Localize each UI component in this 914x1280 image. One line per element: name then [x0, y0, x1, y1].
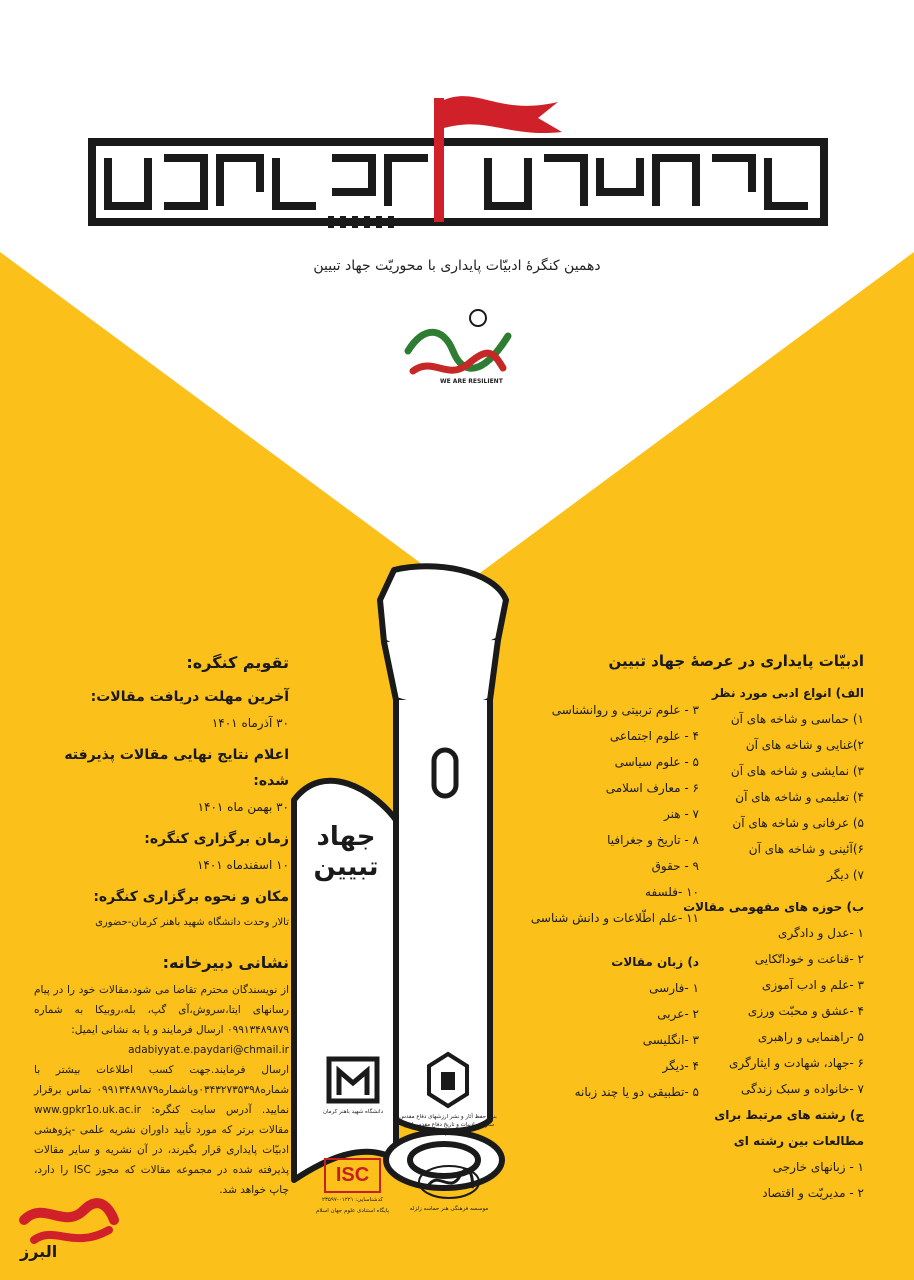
results-value: ۳۰ بهمن ماه ۱۴۰۱: [197, 800, 289, 814]
field-item: ۴ - علوم اجتماعی: [609, 729, 699, 743]
concept-item: ۲ -قناعت و خوداتّکایی: [754, 952, 864, 966]
secretariat-p1: از نویسندگان محترم تقاضا می شود،مقالات خود را در پیام رسانهای ایتا،سروش،آی گپ، بله،روبیکا به شماره ۰۹۹۱۳۴۸۹۸۷۹ ارسال فرمایند و یا به نشانی ایمیل:: [34, 984, 289, 1036]
field-item: ۸ - تاریخ و جغرافیا: [607, 833, 699, 847]
field-item: ۶ - معارف اسلامی: [605, 781, 699, 795]
field-item: ۱۰ -فلسفه: [645, 885, 699, 899]
calendar-and-address: [34, 650, 289, 1200]
institute-calligraphy-icon: [414, 1162, 484, 1202]
venue-value: تالار وحدت دانشگاه شهید باهنر کرمان-حضوری: [95, 917, 289, 928]
institute-logo: [404, 1162, 494, 1213]
field-item: ۲ - مدیریّت و اقتصاد: [762, 1186, 864, 1200]
isc-code: کدشناسایی: ۰۱۲۲۱-۲۳۵۹۷: [322, 1197, 384, 1203]
date-value: ۱۰ اسفندماه ۱۴۰۱: [196, 858, 289, 872]
field-item: ۱۱ -علم اطّلاعات و دانش شناسی: [530, 911, 699, 925]
deadline-label: آخرین مهلت دریافت مقالات:: [90, 689, 289, 705]
concepts-heading: ب) حوزه های مفهومی مقالات: [683, 900, 864, 914]
calendar-title: تقویم کنگره:: [186, 653, 289, 672]
concept-item: ۴ -عشق و محبّت ورزی: [747, 1004, 864, 1018]
foundation-emblem-icon: [421, 1050, 475, 1110]
genre-item: ۲)غنایی و شاخه های آن: [745, 738, 864, 752]
secretariat-title: نشانی دبیرخانه:: [162, 953, 289, 972]
isc-caption: پایگاه استنادی علوم جهان اسلام: [315, 1208, 390, 1214]
field-item: ۳ - علوم تربیتی و روانشناسی: [551, 703, 699, 717]
foundation-caption: بنیاد حفظ آثار و نشر ارزشهای دفاع مقدس سازمان ادبیات و تاریخ دفاع مقدس اداره کل کرمان: [399, 1114, 497, 1136]
concept-item: ۷ -خانواده و سبک زندگی: [741, 1082, 864, 1096]
resilience-tagline: WE ARE RESILIENT: [440, 378, 503, 385]
language-item: ۲ -عربی: [657, 1007, 699, 1021]
language-item: ۱ -فارسی: [649, 981, 699, 995]
email-link[interactable]: adabiyyat.e.paydari@chmail.ir: [128, 1044, 289, 1056]
language-item: ۴ -دیگر: [662, 1059, 699, 1073]
concept-item: ۳ -علم و ادب آموزی: [761, 978, 864, 992]
resilience-logo: [398, 296, 518, 391]
site-link[interactable]: www.gpkr1o.uk.ac.ir: [34, 1104, 141, 1116]
secretariat-p3: مقالات برتر که مورد تأیید داوران نشریه علمی -پژوهشی ادبیّات پایداری قرار بگیرند، در آن نشریه و سایر مقالات پذیرفته شده در مجموعه مقالات که مجوز ISC را دارد، چاپ خواهد شد.: [34, 1124, 289, 1196]
institute-caption: موسسه فرهنگی هنر حماسه زلزله: [409, 1206, 489, 1212]
university-emblem-icon: [325, 1055, 381, 1105]
concept-item: ۶ -جهاد، شهادت و ایثارگری: [728, 1056, 864, 1070]
field-item: ۱ - زبانهای خارجی: [772, 1160, 864, 1174]
subtitle: دهمین کنگرهٔ ادبیّات پایداری با محوریّت جهاد تبیین: [313, 258, 601, 274]
genre-item: ۴) تعلیمی و شاخه های آن: [735, 790, 864, 804]
concept-item: ۵ -راهنمایی و راهبری: [757, 1030, 864, 1044]
deadline-value: ۳۰ آذرماه ۱۴۰۱: [211, 716, 289, 730]
field-item: ۹ - حقوق: [651, 859, 699, 873]
concept-item: ۱ -عدل و دادگری: [778, 926, 864, 940]
fields-heading-2: مطالعات بین رشته ای: [733, 1134, 864, 1148]
main-title: ادبیّات پایداری در عرصهٔ جهاد تبیین: [608, 652, 864, 670]
isc-logo: [310, 1158, 395, 1215]
field-item: ۵ - علوم سیاسی: [614, 755, 699, 769]
date-label: زمان برگزاری کنگره:: [144, 831, 289, 847]
secretariat-text: [34, 980, 289, 1200]
language-item: ۵ -تطبیقی دو یا چند زبانه: [574, 1085, 699, 1099]
results-label: اعلام نتایج نهایی مقالات پذیرفته شده:: [64, 747, 289, 789]
genre-item: ۱) حماسی و شاخه های آن: [730, 712, 864, 726]
language-item: ۳ -انگلیسی: [642, 1033, 699, 1047]
foundation-logo: [398, 1050, 498, 1137]
genre-item: ۳) نمایشی و شاخه های آن: [730, 764, 864, 778]
genre-item: ۷) دیگر: [827, 868, 864, 882]
field-item: ۷ - هنر: [664, 807, 699, 821]
secretariat-p2: ارسال فرمایند.جهت کسب اطلاعات بیشتر با شماره۰۳۴۳۲۷۳۵۳۹۸وباشماره۰۹۹۱۳۴۸۹۸۷۹ تماس برقرار نمایید.: [34, 1064, 289, 1116]
university-logo: [318, 1055, 388, 1116]
genres-heading: الف) انواع ادبی مورد نظر: [711, 686, 864, 700]
genre-item: ۶)آئینی و شاخه های آن: [748, 842, 864, 856]
fields-heading-1: ج) رشته های مرتبط برای: [714, 1108, 864, 1122]
fields-and-languages: [499, 697, 699, 1105]
congress-title-logo: [88, 92, 828, 232]
flashlight-label-2: تبیین: [313, 852, 379, 882]
isc-mark: ISC: [324, 1158, 381, 1193]
genre-item: ۵) عرفانی و شاخه های آن: [732, 816, 864, 830]
site-label: آدرس سایت کنگره:: [151, 1104, 252, 1116]
venue-label: مکان و نحوه برگزاری کنگره:: [93, 889, 289, 905]
languages-heading: د) زبان مقالات: [611, 955, 699, 969]
university-caption: دانشگاه شهید باهنر کرمان: [322, 1109, 384, 1115]
watermark-text: البرز: [20, 1242, 58, 1261]
flashlight-label-1: جهاد: [316, 822, 376, 852]
